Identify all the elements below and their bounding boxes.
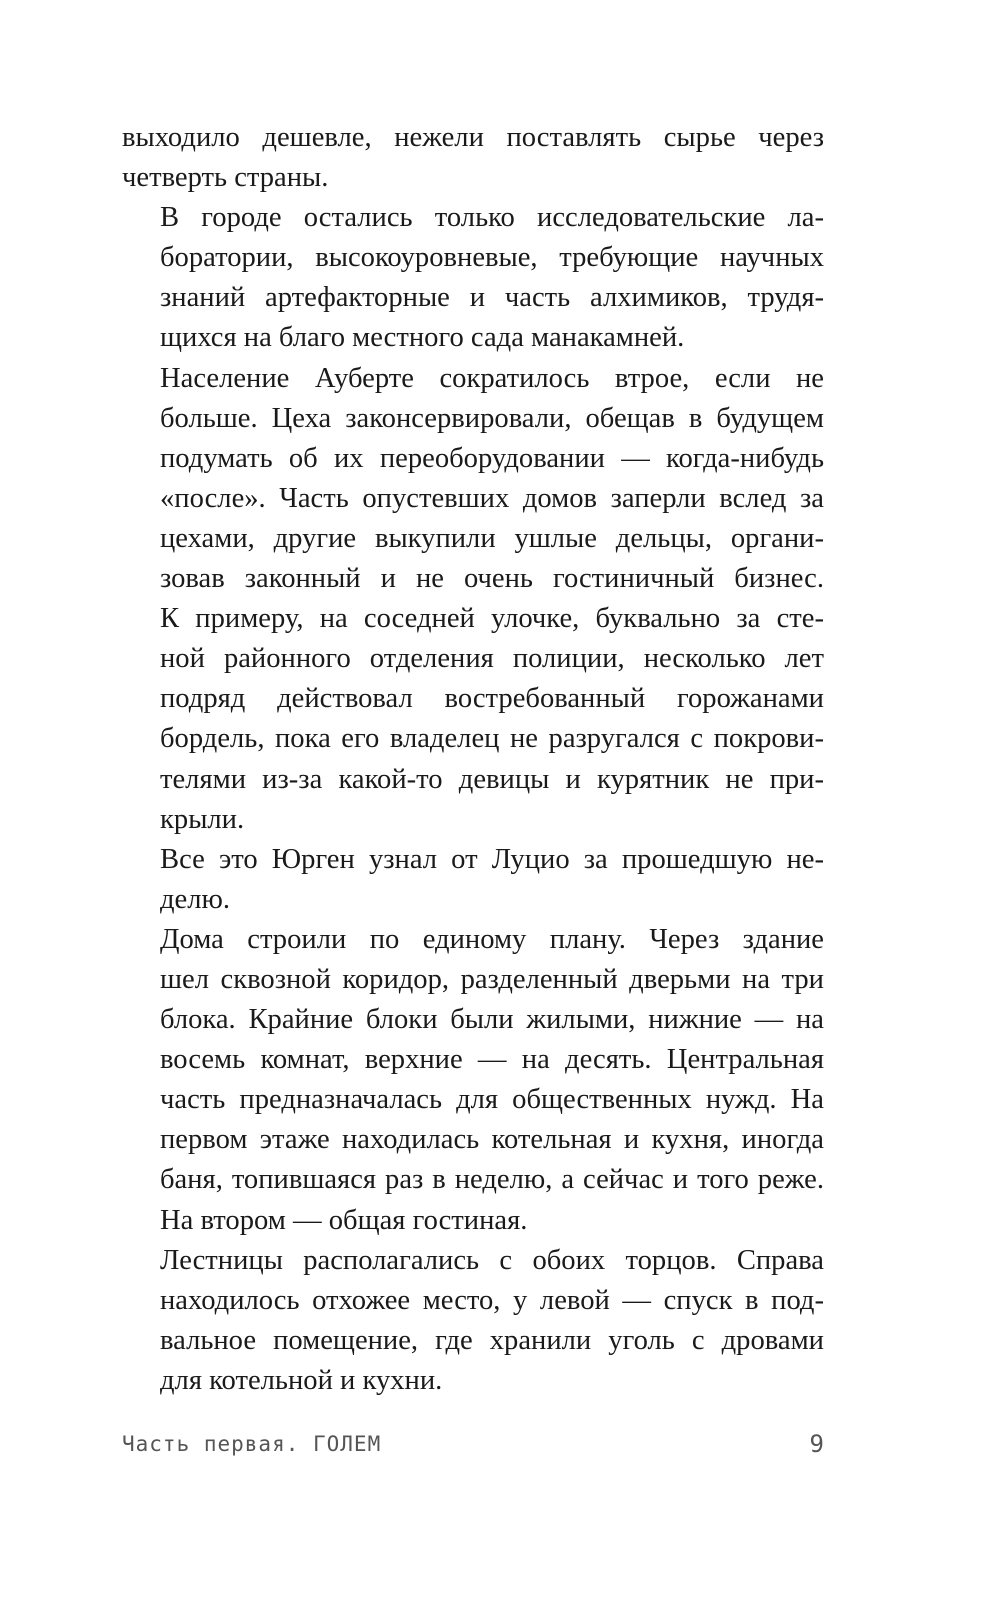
running-head: Часть первая. ГОЛЕМ: [122, 1432, 382, 1456]
text-line: делю.: [160, 883, 231, 915]
page-footer: [122, 1432, 824, 1468]
text-line: Население Ауберте сократилось втрое, если не: [160, 362, 824, 394]
text-line: для котельной и кухни.: [160, 1364, 443, 1396]
text-line: выходило дешевле, нежели поставлять сырье через: [122, 122, 824, 153]
text-line: больше. Цеха законсервировали, обещав в будущем: [160, 402, 824, 434]
text-line: часть предназначалась для общественных нужд. На: [160, 1084, 824, 1116]
text-line: вальное помещение, где хранили уголь с дровами: [160, 1324, 824, 1356]
text-line: цехами, другие выкупили ушлые дельцы, органи-: [160, 522, 824, 554]
text-line: Лестницы располагались с обоих торцов. Справа: [160, 1244, 824, 1276]
text-line: первом этаже находилась котельная и кухня, иногда: [160, 1124, 824, 1156]
text-line: шел сквозной коридор, разделенный дверьми на три: [160, 963, 824, 995]
text-line: «после». Часть опустевших домов заперли вслед за: [160, 482, 824, 514]
paragraph: [122, 359, 824, 840]
text-line: На втором — общая гостиная.: [160, 1204, 528, 1236]
paragraph: [122, 1241, 824, 1401]
text-line: четверть страны.: [122, 162, 329, 194]
page-number: 9: [809, 1430, 824, 1458]
body-text: [122, 118, 824, 1401]
text-line: блока. Крайние блоки были жилыми, нижние — на: [160, 1004, 824, 1036]
text-line: боратории, высокоуровневые, требующие научных: [160, 242, 824, 274]
text-line: подряд действовал востребованный горожанами: [160, 683, 824, 715]
paragraph: [122, 920, 824, 1241]
text-line: знаний артефакторные и часть алхимиков, трудя-: [160, 282, 824, 314]
paragraph: [122, 840, 824, 920]
text-line: щихся на благо местного сада манакамней.: [160, 322, 685, 354]
text-line: восемь комнат, верхние — на десять. Центральная: [160, 1044, 824, 1076]
text-line: баня, топившаяся раз в неделю, а сейчас и того реже.: [160, 1164, 824, 1196]
text-line: бордель, пока его владелец не разругался с покрови-: [160, 723, 824, 755]
text-line: телями из-за какой-то девицы и курятник не при-: [160, 763, 824, 795]
text-line: ной районного отделения полиции, несколько лет: [160, 643, 824, 675]
paragraph: [122, 118, 824, 198]
text-line: К примеру, на соседней улочке, буквально за сте-: [160, 603, 824, 635]
text-line: находилось отхожее место, у левой — спуск в под-: [160, 1284, 824, 1316]
paragraph: [122, 198, 824, 358]
text-line: Все это Юрген узнал от Луцио за прошедшую не-: [160, 843, 824, 875]
text-line: В городе остались только исследовательские ла-: [160, 202, 824, 234]
text-line: подумать об их переоборудовании — когда-нибудь: [160, 442, 824, 474]
text-line: Дома строили по единому плану. Через здание: [160, 923, 824, 955]
text-line: зовав законный и не очень гостиничный бизнес.: [160, 563, 824, 595]
text-line: крыли.: [160, 803, 245, 835]
